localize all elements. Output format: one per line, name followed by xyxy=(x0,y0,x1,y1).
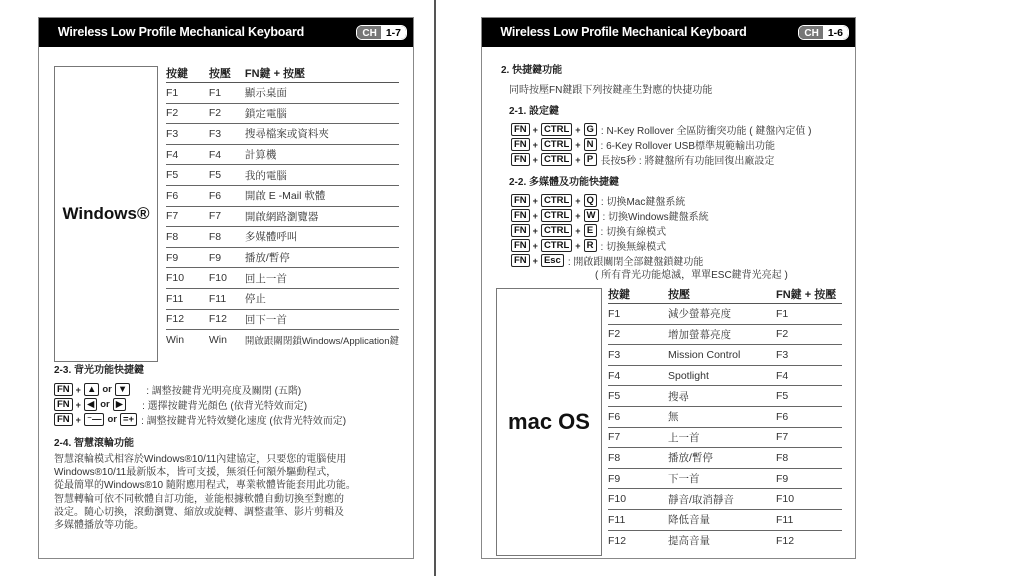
ctrl-key-cap: CTRL xyxy=(541,209,572,222)
table-cell: F4 xyxy=(776,365,842,386)
shortcut-line xyxy=(54,397,404,412)
table-cell: F9 xyxy=(166,247,209,268)
table-row xyxy=(166,227,399,248)
table-cell: 播放/暫停 xyxy=(245,247,399,268)
table-cell: Mission Control xyxy=(668,345,776,366)
n-key-cap: N xyxy=(584,138,597,151)
table-cell: F12 xyxy=(166,309,209,330)
fn-key-cap: FN xyxy=(54,398,73,411)
table-cell: F3 xyxy=(209,124,245,145)
plus-sign: + xyxy=(575,154,581,165)
table-cell: F10 xyxy=(166,268,209,289)
table-row xyxy=(608,448,842,469)
table-cell: F6 xyxy=(209,185,245,206)
column-header: 按鍵 xyxy=(608,286,668,304)
shortcut-description: : 選擇按鍵背光顏色 (依背光特效而定) xyxy=(142,401,308,412)
table-row xyxy=(608,304,842,325)
table-cell: 鎖定電腦 xyxy=(245,103,399,124)
plus-sign: + xyxy=(575,124,581,135)
table-cell: F9 xyxy=(608,468,668,489)
table-cell: F4 xyxy=(166,144,209,165)
table-cell: F1 xyxy=(209,83,245,104)
table-cell: F2 xyxy=(608,324,668,345)
table-row xyxy=(166,330,399,351)
column-header: 按壓 xyxy=(209,65,245,83)
table-cell: F7 xyxy=(209,206,245,227)
page-spread-divider xyxy=(434,0,436,576)
shortcut-line xyxy=(511,137,851,152)
table-cell: F6 xyxy=(776,406,842,427)
table-row xyxy=(608,530,842,551)
table-cell: F3 xyxy=(776,345,842,366)
plus-sign: + xyxy=(575,139,581,150)
table-row xyxy=(166,268,399,289)
table-cell: Win xyxy=(166,334,185,347)
ctrl-key-cap: CTRL xyxy=(541,194,572,207)
fn-key-cap: FN xyxy=(511,239,530,252)
table-row xyxy=(166,309,399,330)
table-cell: 下一首 xyxy=(668,468,776,489)
plus-sign: + xyxy=(532,255,538,266)
table-cell: F4 xyxy=(209,144,245,165)
shortcut-line xyxy=(511,223,851,238)
table-cell: F11 xyxy=(209,288,245,309)
section-backlight-shortcuts xyxy=(54,361,404,427)
shortcut-description: : 切換Windows鍵盤系統 xyxy=(602,212,709,223)
e-key-cap: E xyxy=(584,224,597,237)
minus-key-cap: ⁻— xyxy=(84,413,105,426)
shortcut-line xyxy=(511,193,851,208)
shortcut-line xyxy=(54,382,404,397)
shortcut-line xyxy=(511,238,851,253)
section-smart-scroll xyxy=(54,434,404,532)
fn-key-cap: FN xyxy=(511,123,530,136)
g-key-cap: G xyxy=(584,123,597,136)
windows-shortcut-table xyxy=(166,65,399,350)
p-key-cap: P xyxy=(584,153,597,166)
table-cell: F1 xyxy=(608,304,668,325)
table-row xyxy=(166,247,399,268)
table-cell: F4 xyxy=(608,365,668,386)
table-cell: 開啟跟關閉鎖Windows/Application鍵 xyxy=(244,336,399,348)
shortcut-description: 長按5秒 : 將鍵盤所有功能回復出廠設定 xyxy=(600,156,775,167)
shortcut-description: : 調整按鍵背光明亮度及關閉 (五階) xyxy=(146,386,302,397)
or-text: or xyxy=(100,399,110,410)
table-cell: F2 xyxy=(209,103,245,124)
plus-sign: + xyxy=(532,210,538,221)
shortcut-line xyxy=(511,253,851,268)
shortcut-description: : 6-Key Rollover USB標準規範輸出功能 xyxy=(600,141,776,152)
plus-key-cap: =+ xyxy=(120,413,137,426)
table-row xyxy=(166,288,399,309)
arrow-right-key-cap: ▶ xyxy=(113,398,126,411)
fn-key-cap: FN xyxy=(511,153,530,166)
table-cell: F12 xyxy=(209,309,245,330)
table-cell: 回上一首 xyxy=(245,268,399,289)
table-cell: F8 xyxy=(209,227,245,248)
plus-sign: + xyxy=(532,225,538,236)
fn-key-cap: FN xyxy=(511,209,530,222)
table-cell: F5 xyxy=(776,386,842,407)
table-cell: 搜尋 xyxy=(668,386,776,407)
table-cell: 停止 xyxy=(245,288,399,309)
table-cell: 降低音量 xyxy=(668,509,776,530)
page-title: Wireless Low Profile Mechanical Keyboard xyxy=(500,25,747,39)
table-cell: 顯示桌面 xyxy=(245,83,399,104)
plus-sign: + xyxy=(532,139,538,150)
page-header xyxy=(482,18,855,47)
paragraph-line: 設定。隨心切換，滾動瀏覽、縮放或旋轉、調整畫筆、影片剪輯及 xyxy=(54,506,344,518)
fn-key-cap: FN xyxy=(54,413,73,426)
ctrl-key-cap: CTRL xyxy=(541,239,572,252)
column-header: FN鍵 + 按壓 xyxy=(776,286,842,304)
shortcut-line xyxy=(511,208,851,223)
paragraph-line: 多媒體播放等功能。 xyxy=(54,520,144,532)
shortcut-description: : N-Key Rollover 全區防衝突功能 ( 鍵盤內定值 ) xyxy=(600,126,812,137)
table-row xyxy=(608,468,842,489)
plus-sign: + xyxy=(575,195,581,206)
macos-shortcut-table xyxy=(608,286,842,551)
paragraph-line: Windows®10/11最新版本，皆可支援，無須任何額外驅動程式， xyxy=(54,467,337,479)
table-cell: 我的電腦 xyxy=(245,165,399,186)
table-cell: F8 xyxy=(776,448,842,469)
section-heading: 2. 快捷鍵功能 xyxy=(501,65,563,76)
table-cell: F3 xyxy=(608,345,668,366)
table-header-row xyxy=(166,65,399,83)
subsection-heading: 2-2. 多媒體及功能快捷鍵 xyxy=(509,177,620,188)
table-cell: F11 xyxy=(166,288,209,309)
w-key-cap: W xyxy=(584,209,599,222)
table-cell: F2 xyxy=(776,324,842,345)
fn-key-cap: FN xyxy=(511,224,530,237)
table-cell: F7 xyxy=(776,427,842,448)
table-row xyxy=(166,103,399,124)
fn-key-cap: FN xyxy=(511,138,530,151)
table-cell: F12 xyxy=(776,534,795,547)
table-header-row xyxy=(608,286,842,304)
chapter-label: CH xyxy=(799,26,822,39)
table-cell: 播放/暫停 xyxy=(668,448,776,469)
arrow-left-key-cap: ◀ xyxy=(84,398,97,411)
table-row xyxy=(608,489,842,510)
column-header: FN鍵 + 按壓 xyxy=(245,65,399,83)
r-key-cap: R xyxy=(584,239,597,252)
page-title: Wireless Low Profile Mechanical Keyboard xyxy=(57,25,305,39)
arrow-down-key-cap: ▼ xyxy=(115,383,130,396)
table-row xyxy=(608,386,842,407)
table-cell: F9 xyxy=(209,247,245,268)
table-cell: Win xyxy=(208,334,227,347)
plus-sign: + xyxy=(532,154,538,165)
paragraph-line: 從最簡單的Windows®10 隨附應用程式，專業軟體皆能套用此功能。 xyxy=(54,480,356,492)
table-cell: 增加螢幕亮度 xyxy=(668,324,776,345)
table-row xyxy=(166,144,399,165)
shortcut-line xyxy=(511,122,851,137)
q-key-cap: Q xyxy=(584,194,597,207)
shortcut-line xyxy=(54,412,404,427)
table-row xyxy=(608,406,842,427)
table-cell: 多媒體呼叫 xyxy=(245,227,399,248)
shortcut-description: : 調整按鍵背光特效變化速度 (依背光特效而定) xyxy=(141,416,347,427)
plus-sign: + xyxy=(75,399,81,410)
table-cell: F10 xyxy=(776,489,842,510)
chapter-label: CH xyxy=(357,26,380,39)
table-cell: 開啟網路瀏覽器 xyxy=(245,206,399,227)
page-header xyxy=(39,18,413,47)
table-row xyxy=(608,365,842,386)
table-cell: F2 xyxy=(166,103,209,124)
table-cell: 回下一首 xyxy=(245,309,399,330)
manual-page-1-7 xyxy=(38,17,414,559)
shortcut-description: : 開啟跟關閉全部鍵盤鎖鍵功能 xyxy=(567,257,704,268)
table-cell: F1 xyxy=(776,304,842,325)
page-number: 1-7 xyxy=(381,26,406,39)
column-header: 按壓 xyxy=(668,286,776,304)
subsection-heading: 2-1. 設定鍵 xyxy=(509,106,560,117)
chapter-badge xyxy=(356,25,407,40)
section-shortcut-functions xyxy=(501,61,851,283)
table-cell: F9 xyxy=(776,468,842,489)
plus-sign: + xyxy=(532,240,538,251)
shortcut-note: ( 所有背光功能熄滅，單單ESC鍵背光亮起 ) xyxy=(595,270,788,281)
shortcut-description: : 切換無線模式 xyxy=(600,242,667,253)
ctrl-key-cap: CTRL xyxy=(541,224,572,237)
table-cell: F5 xyxy=(166,165,209,186)
table-cell: 計算機 xyxy=(245,144,399,165)
table-cell: 搜尋檔案或資料夾 xyxy=(245,124,399,145)
arrow-up-key-cap: ▲ xyxy=(84,383,99,396)
table-cell: F6 xyxy=(166,185,209,206)
section-heading: 2-3. 背光功能快捷鍵 xyxy=(54,365,145,376)
chapter-badge xyxy=(798,25,849,40)
or-text: or xyxy=(102,384,112,395)
esc-key-cap: Esc xyxy=(541,254,564,267)
shortcut-line xyxy=(511,152,851,167)
table-cell: F11 xyxy=(776,509,842,530)
table-cell: F10 xyxy=(608,489,668,510)
or-text: or xyxy=(107,414,117,425)
column-header: 按鍵 xyxy=(166,65,209,83)
table-cell: F7 xyxy=(166,206,209,227)
shortcut-description: : 切換Mac鍵盤系統 xyxy=(600,197,686,208)
os-label-macos: mac OS xyxy=(496,288,602,556)
paragraph-line: 智慧滾輪模式相容於Windows®10/11內建協定，只要您的電腦使用 xyxy=(54,454,347,465)
shortcut-description: : 切換有線模式 xyxy=(600,227,667,238)
table-cell: F12 xyxy=(608,534,627,547)
table-cell: Spotlight xyxy=(668,365,776,386)
table-cell: 減少螢幕亮度 xyxy=(668,304,776,325)
table-cell: F8 xyxy=(166,227,209,248)
section-heading: 2-4. 智慧滾輪功能 xyxy=(54,438,135,449)
section-subtitle: 同時按壓FN鍵跟下列按鍵產生對應的快捷功能 xyxy=(509,85,713,96)
manual-page-1-6 xyxy=(481,17,856,559)
table-row xyxy=(166,185,399,206)
table-cell: F7 xyxy=(608,427,668,448)
table-cell: F3 xyxy=(166,124,209,145)
table-cell: F10 xyxy=(209,268,245,289)
table-row xyxy=(166,206,399,227)
table-cell: F8 xyxy=(608,448,668,469)
table-cell: 靜音/取消靜音 xyxy=(668,489,776,510)
table-row xyxy=(608,427,842,448)
os-label-windows: Windows® xyxy=(54,66,158,362)
plus-sign: + xyxy=(575,240,581,251)
ctrl-key-cap: CTRL xyxy=(541,123,572,136)
plus-sign: + xyxy=(75,414,81,425)
table-cell: F11 xyxy=(608,509,668,530)
paragraph-line: 智慧轉輪可依不同軟體自訂功能，並能根據軟體自動切換至對應的 xyxy=(54,493,344,505)
fn-key-cap: FN xyxy=(54,383,73,396)
table-row xyxy=(166,124,399,145)
plus-sign: + xyxy=(532,195,538,206)
table-cell: 無 xyxy=(668,406,776,427)
table-cell: 提高音量 xyxy=(668,535,710,548)
table-row xyxy=(608,509,842,530)
table-cell: 開啟 E -Mail 軟體 xyxy=(245,185,399,206)
table-cell: F1 xyxy=(166,83,209,104)
table-cell: F5 xyxy=(608,386,668,407)
table-cell: F5 xyxy=(209,165,245,186)
table-cell: F6 xyxy=(608,406,668,427)
table-row xyxy=(608,345,842,366)
plus-sign: + xyxy=(532,124,538,135)
ctrl-key-cap: CTRL xyxy=(541,153,572,166)
table-row xyxy=(166,83,399,104)
fn-key-cap: FN xyxy=(511,254,530,267)
page-number: 1-6 xyxy=(823,26,848,39)
plus-sign: + xyxy=(575,225,581,236)
ctrl-key-cap: CTRL xyxy=(541,138,572,151)
table-cell: 上一首 xyxy=(668,427,776,448)
plus-sign: + xyxy=(75,384,81,395)
plus-sign: + xyxy=(575,210,581,221)
table-row xyxy=(166,165,399,186)
fn-key-cap: FN xyxy=(511,194,530,207)
table-row xyxy=(608,324,842,345)
